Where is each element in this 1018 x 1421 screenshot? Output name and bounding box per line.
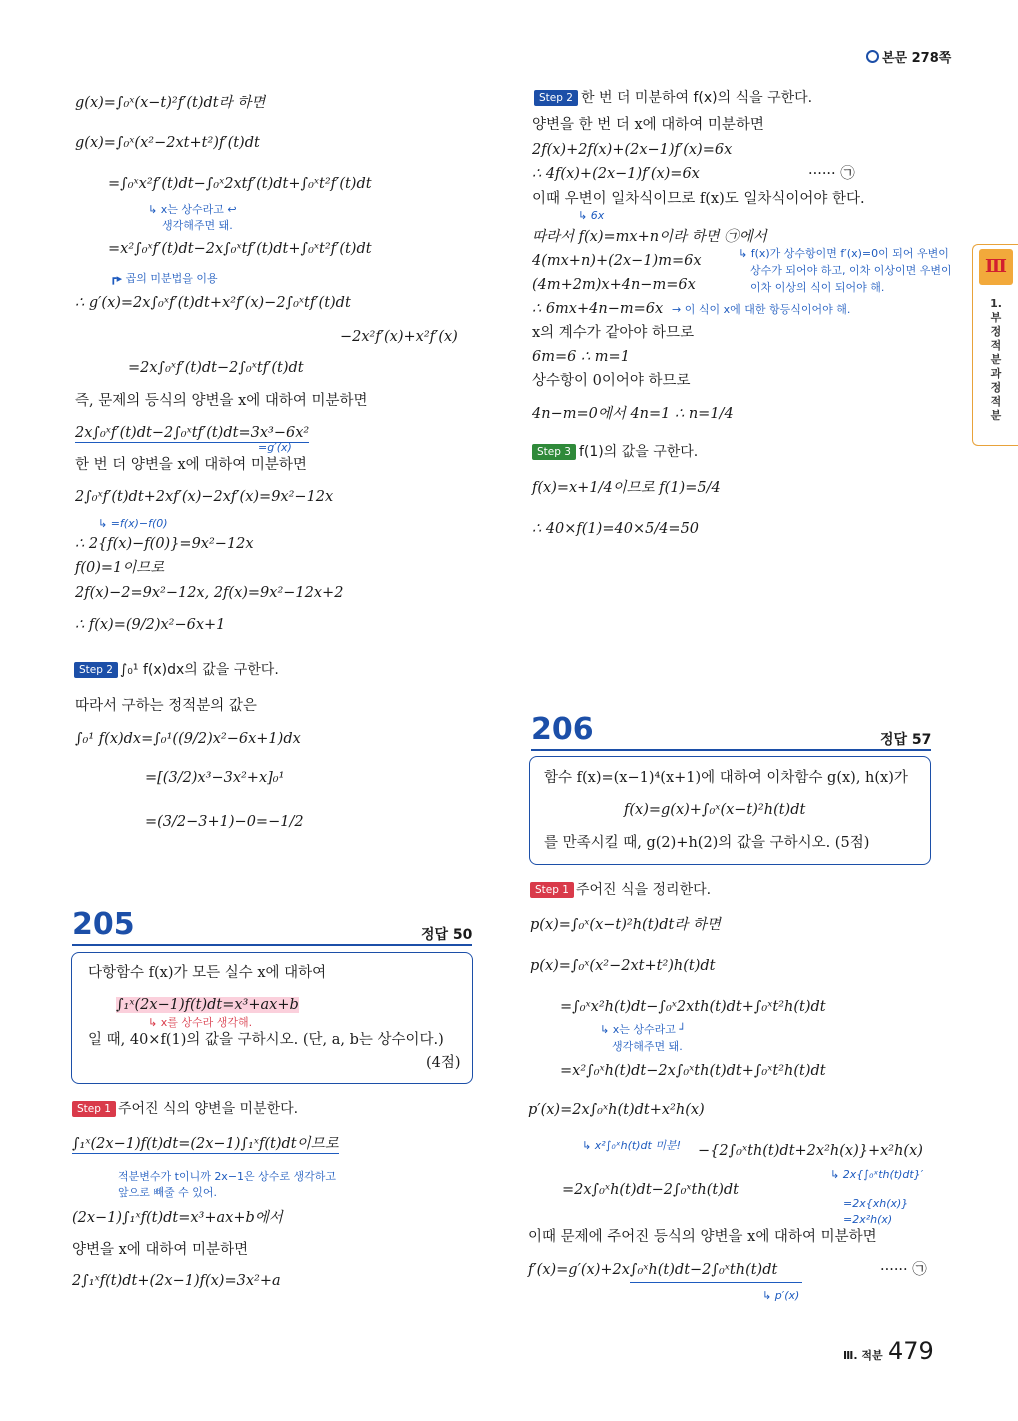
problem-number: 205 bbox=[72, 907, 135, 942]
arrow-icon: ↳ bbox=[148, 1016, 161, 1029]
answer-label: 정답 50 bbox=[421, 927, 473, 943]
text-line: 양변을 x에 대하여 미분하면 bbox=[72, 1242, 249, 1258]
step-title: ∫₀¹ f(x)dx의 값을 구한다. bbox=[120, 662, 279, 678]
problem-number: 206 bbox=[531, 712, 594, 747]
arrow-icon: ↳ bbox=[830, 1168, 843, 1181]
math-line: =2x∫₀ˣf′(t)dt−2∫₀ˣtf′(t)dt bbox=[128, 360, 304, 376]
math-line: 2∫₁ˣf(t)dt+(2x−1)f(x)=3x²+a bbox=[72, 1273, 281, 1289]
annotation-note: ↳ x를 상수라 생각해. bbox=[148, 1016, 253, 1029]
text-line: 이때 문제에 주어진 등식의 양변을 x에 대하여 미분하면 bbox=[528, 1229, 877, 1245]
math-line: =∫₀ˣx²h(t)dt−∫₀ˣ2xth(t)dt+∫₀ˣt²h(t)dt bbox=[560, 999, 826, 1015]
question-box bbox=[529, 756, 931, 865]
divider bbox=[72, 944, 472, 946]
underline bbox=[630, 1282, 802, 1283]
math-line: f′(x)=g′(x)+2x∫₀ˣh(t)dt−2∫₀ˣth(t)dt bbox=[528, 1262, 778, 1278]
step-title: f(1)의 값을 구한다. bbox=[579, 444, 699, 460]
annotation-note: ↳ =f(x)−f(0) bbox=[98, 517, 168, 530]
math-line: p(x)=∫₀ˣ(x−t)²h(t)dt라 하면 bbox=[530, 917, 721, 933]
question-points: (4점) bbox=[426, 1055, 461, 1071]
equation-mark: ······ ㉠ bbox=[808, 166, 855, 182]
math-line: f(0)=1이므로 bbox=[75, 560, 165, 576]
math-line: 2x∫₀ˣf′(t)dt−2∫₀ˣtf′(t)dt=3x³−6x² bbox=[75, 425, 310, 441]
step-title: 한 번 더 미분하여 f(x)의 식을 구한다. bbox=[581, 90, 813, 106]
annotation-note: =2x{xh(x)} bbox=[843, 1197, 909, 1210]
question-line: f(x)=g(x)+∫₀ˣ(x−t)²h(t)dt bbox=[624, 802, 806, 818]
arrow-icon: ↳ bbox=[600, 1023, 613, 1036]
question-line: 일 때, 40×f(1)의 값을 구하시오. (단, a, b는 상수이다.) bbox=[88, 1032, 444, 1048]
annotation-note: ↳ p′(x) bbox=[762, 1289, 800, 1302]
step-title: 주어진 식의 양변을 미분한다. bbox=[118, 1101, 299, 1117]
math-line: (4m+2m)x+4n−m=6x bbox=[532, 277, 696, 293]
text-line: x의 계수가 같아야 하므로 bbox=[532, 325, 695, 341]
math-line: 6m=6 ∴ m=1 bbox=[532, 349, 630, 365]
math-line: =x²∫₀ˣh(t)dt−2x∫₀ˣth(t)dt+∫₀ˣt²h(t)dt bbox=[560, 1063, 826, 1079]
math-line: =∫₀ˣx²f′(t)dt−∫₀ˣ2xtf′(t)dt+∫₀ˣt²f′(t)dt bbox=[108, 176, 372, 192]
math-line: =[(3/2)x³−3x²+x]₀¹ bbox=[145, 770, 285, 786]
math-line: =(3/2−3+1)−0=−1/2 bbox=[145, 814, 304, 830]
math-line: ∴ 2{f(x)−f(0)}=9x²−12x bbox=[75, 536, 254, 552]
math-line: −2x²f′(x)+x²f′(x) bbox=[340, 329, 458, 345]
arrow-icon: ↳ bbox=[148, 203, 161, 216]
chapter-title: 1. 부정적분과 정적분 bbox=[990, 297, 1002, 422]
annotation-note: 적분변수가 t이니까 2x−1은 상수로 생각하고 bbox=[118, 1170, 337, 1183]
step-title: 주어진 식을 정리한다. bbox=[576, 882, 712, 898]
question-box bbox=[71, 952, 473, 1084]
question-line: 다항함수 f(x)가 모든 실수 x에 대하여 bbox=[88, 965, 327, 981]
question-line: 를 만족시킬 때, g(2)+h(2)의 값을 구하시오. (5점) bbox=[544, 835, 870, 851]
math-line: ∴ 40×f(1)=40×5/4=50 bbox=[532, 521, 700, 537]
text-line: 즉, 문제의 등식의 양변을 x에 대하여 미분하면 bbox=[75, 393, 368, 409]
annotation-note: 상수가 되어야 하고, 이차 이상이면 우변이 bbox=[750, 264, 952, 277]
annotation-note: ↳ x는 상수라고 ┘ bbox=[600, 1023, 686, 1036]
circle-bullet-icon bbox=[866, 50, 879, 63]
part-numeral: Ⅲ bbox=[979, 249, 1013, 285]
divider bbox=[531, 749, 931, 751]
math-line: ∴ g′(x)=2x∫₀ˣf′(t)dt+x²f′(x)−2∫₀ˣtf′(t)dt bbox=[75, 295, 351, 311]
annotation-note: =g′(x) bbox=[258, 441, 292, 454]
annotation-note: ↳ x는 상수라고 ↩ bbox=[148, 203, 237, 216]
math-line: 2∫₀ˣf′(t)dt+2xf′(x)−2xf′(x)=9x²−12x bbox=[75, 489, 334, 505]
step-tag: Step 1 bbox=[72, 1101, 116, 1117]
annotation-note: ┏▸ 곱의 미분법을 이용 bbox=[110, 272, 218, 285]
footer-section: Ⅲ. 적분 bbox=[843, 1349, 883, 1362]
text-line: 한 번 더 양변을 x에 대하여 미분하면 bbox=[75, 457, 307, 473]
page-reference: 본문 278쪽 bbox=[866, 47, 951, 66]
chapter-side-tab bbox=[972, 244, 1018, 446]
annotation-note: ↳ x²∫₀ˣh(t)dt 미분! bbox=[582, 1139, 681, 1152]
math-line: 2f(x)−2=9x²−12x, 2f(x)=9x²−12x+2 bbox=[75, 585, 344, 601]
question-line: ∫₁ˣ(2x−1)f(t)dt=x³+ax+b bbox=[116, 997, 299, 1013]
annotation-note: =2x²h(x) bbox=[843, 1213, 893, 1226]
annotation-note: ↳ 6x bbox=[578, 209, 605, 222]
step-tag: Step 3 bbox=[532, 444, 576, 460]
math-line: (2x−1)∫₁ˣf(t)dt=x³+ax+b에서 bbox=[72, 1210, 283, 1226]
step-tag: Step 2 bbox=[74, 662, 118, 678]
question-line: 함수 f(x)=(x−1)⁴(x+1)에 대하여 이차함수 g(x), h(x)가 bbox=[544, 770, 908, 786]
math-line: 따라서 f(x)=mx+n이라 하면 ㉠에서 bbox=[532, 229, 767, 245]
annotation-note: 이차 이상의 식이 되어야 해. bbox=[750, 281, 885, 294]
math-line: p(x)=∫₀ˣ(x²−2xt+t²)h(t)dt bbox=[530, 958, 716, 974]
text-line: 양변을 한 번 더 x에 대하여 미분하면 bbox=[532, 117, 764, 133]
arrow-icon: ┏▸ bbox=[110, 272, 126, 285]
math-line: f(x)=x+1/4이므로 f(1)=5/4 bbox=[532, 480, 721, 496]
math-line: ∴ f(x)=(9/2)x²−6x+1 bbox=[75, 617, 226, 633]
math-line: 4n−m=0에서 4n=1 ∴ n=1/4 bbox=[532, 406, 734, 422]
math-line: g(x)=∫₀ˣ(x²−2xt+t²)f′(t)dt bbox=[75, 135, 260, 151]
equation-mark: ······ ㉠ bbox=[880, 1262, 927, 1278]
math-line: ∫₁ˣ(2x−1)f(t)dt=(2x−1)∫₁ˣf(t)dt이므로 bbox=[72, 1136, 339, 1152]
text-line: 따라서 구하는 정적분의 값은 bbox=[75, 698, 257, 714]
math-line: p′(x)=2x∫₀ˣh(t)dt+x²h(x) bbox=[528, 1102, 705, 1118]
step-tag: Step 2 bbox=[534, 90, 578, 106]
text-line: 상수항이 0이어야 하므로 bbox=[532, 373, 691, 389]
answer-label: 정답 57 bbox=[880, 732, 932, 748]
math-line: ∴ 4f(x)+(2x−1)f′(x)=6x bbox=[532, 166, 700, 182]
text-line: 이때 우변이 일차식이므로 f(x)도 일차식이어야 한다. bbox=[532, 191, 865, 207]
math-line: =2x∫₀ˣh(t)dt−2∫₀ˣth(t)dt bbox=[562, 1182, 739, 1198]
math-line: −{2∫₀ˣth(t)dt+2x²h(x)}+x²h(x) bbox=[698, 1143, 923, 1159]
page-number: 479 bbox=[888, 1337, 934, 1365]
math-line: 4(mx+n)+(2x−1)m=6x bbox=[532, 253, 702, 269]
annotation-note: 앞으로 빼줄 수 있어. bbox=[118, 1186, 217, 1199]
arrow-icon: ↳ bbox=[578, 209, 591, 222]
arrow-icon: ↳ bbox=[582, 1139, 595, 1152]
annotation-note: ↳ 2x{∫₀ˣth(t)dt}′ bbox=[830, 1168, 924, 1181]
math-line: ∴ 6mx+4n−m=6x bbox=[532, 301, 664, 317]
arrow-icon: ↳ bbox=[738, 247, 751, 260]
math-line: 2f(x)+2f(x)+(2x−1)f′(x)=6x bbox=[532, 142, 733, 158]
arrow-icon: → bbox=[672, 303, 685, 316]
arrow-icon: ↳ bbox=[98, 517, 111, 530]
annotation-note: 생각해주면 돼. bbox=[162, 219, 233, 232]
annotation-note: → 이 식이 x에 대한 항등식이어야 해. bbox=[672, 303, 851, 316]
step-tag: Step 1 bbox=[530, 882, 574, 898]
math-line: =x²∫₀ˣf′(t)dt−2x∫₀ˣtf′(t)dt+∫₀ˣt²f′(t)dt bbox=[108, 241, 372, 257]
annotation-note: 생각해주면 돼. bbox=[612, 1040, 683, 1053]
math-line: ∫₀¹ f(x)dx=∫₀¹((9/2)x²−6x+1)dx bbox=[75, 731, 301, 747]
math-line: g(x)=∫₀ˣ(x−t)²f′(t)dt라 하면 bbox=[75, 95, 266, 111]
arrow-icon: ↳ bbox=[762, 1289, 775, 1302]
annotation-note: ↳ f(x)가 상수항이면 f′(x)=0이 되어 우변이 bbox=[738, 247, 949, 260]
